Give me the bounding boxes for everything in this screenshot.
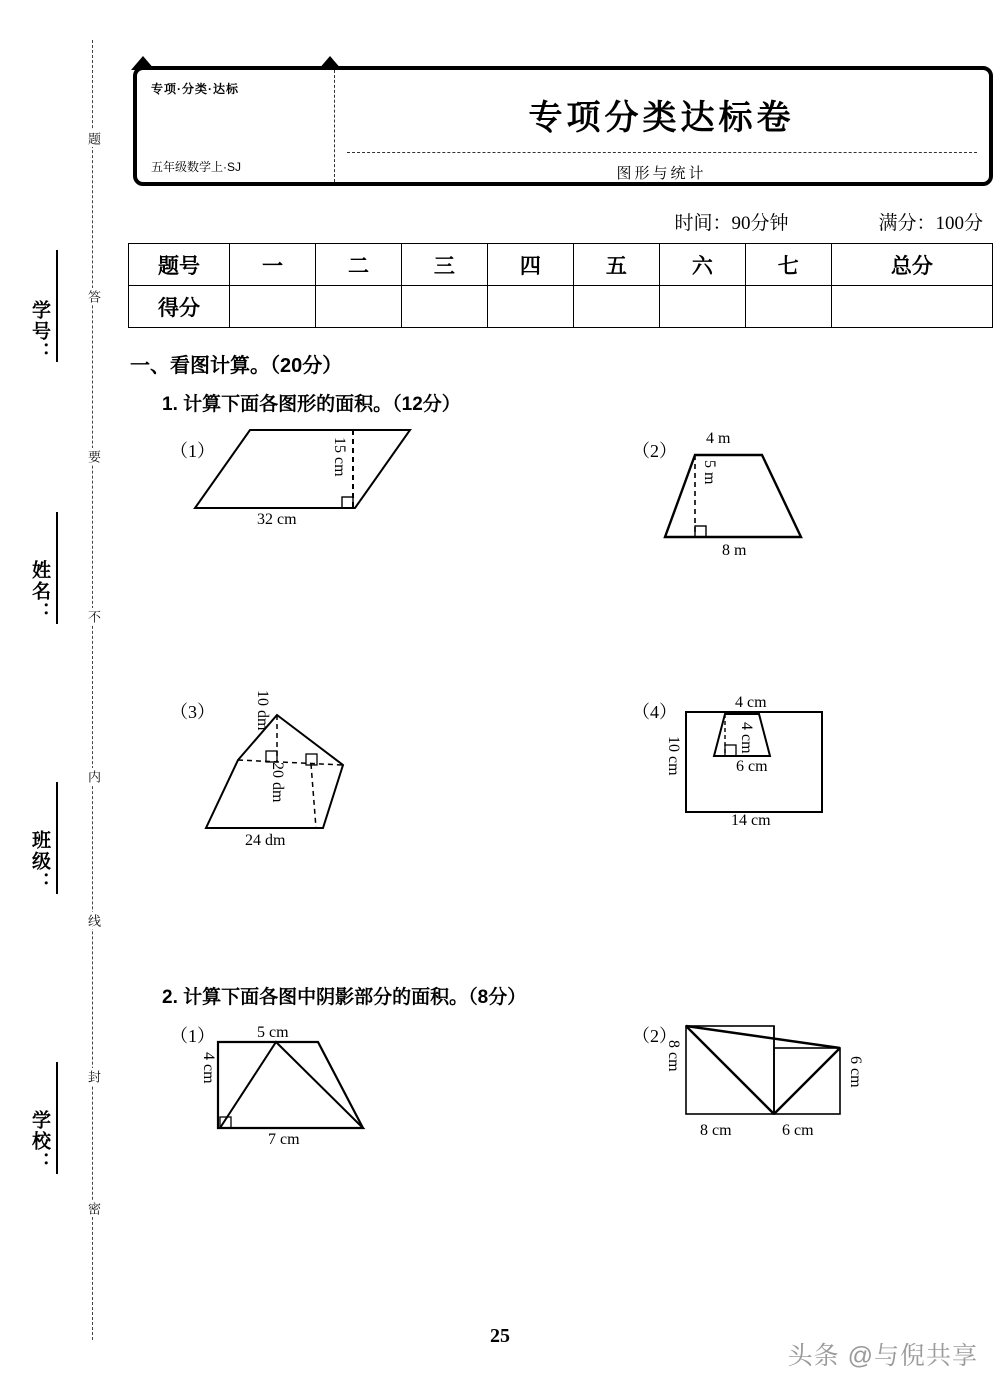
seal-char-7: 密 [86,1202,101,1215]
page-title: 专项分类达标卷 [528,99,795,137]
figure-2-1-number: （1） [170,1026,215,1046]
student-id-rule [56,250,58,362]
figure-1-4-rect-height-label: 10 cm [665,736,682,776]
col-header-2: 二 [315,244,401,286]
col-header-total: 总分 [831,244,992,286]
score-cell-total[interactable] [831,286,992,328]
score-cell-6[interactable] [659,286,745,328]
figure-1-2-height-label: 5 m [701,460,718,485]
exam-duration: 时间：90分钟 [674,213,789,234]
page-number: 25 [490,1325,510,1347]
col-header-5: 五 [573,244,659,286]
score-cell-2[interactable] [315,286,401,328]
figure-2-2-right-height-label: 6 cm [847,1056,864,1088]
section-one-heading: 一、看图计算。（20分） [130,355,343,377]
figure-1-3-compound [198,710,388,835]
figure-1-2-bottom-label: 8 m [722,542,747,559]
table-row-score [129,286,993,328]
figure-2-2-left-height-label: 8 cm [665,1040,682,1072]
figure-1-1-number: （1） [170,441,215,461]
table-row-header [129,244,993,286]
exam-sidebar [0,0,125,1387]
seal-char-6: 封 [86,1070,101,1083]
field-name: 姓名： [29,560,50,623]
figure-1-4-inner-top-label: 4 cm [735,694,767,711]
figure-2-1-top-label: 5 cm [257,1024,289,1041]
edition-label: 五年级数学上·SJ [151,160,242,174]
field-student-id: 学号： [29,300,50,363]
figure-1-3-triangle-height-label: 10 dm [254,690,271,731]
exam-meta [133,208,993,235]
figure-2-2-two-rectangles [686,1026,861,1121]
col-header-6: 六 [659,244,745,286]
brand-label: 专项·分类·达标 [151,82,239,96]
figure-2-1-bottom-label: 7 cm [268,1131,300,1148]
row-label-question-no: 题号 [129,244,230,286]
figure-1-1-base-label: 32 cm [257,511,297,528]
figure-2-2-left-width-label: 8 cm [700,1122,732,1139]
figure-1-1-height-label: 15 cm [331,437,348,477]
seal-char-5: 线 [86,914,101,927]
figure-2-1-trapezoid-triangle [218,1040,378,1135]
question-2-label: 2. 计算下面各图中阴影部分的面积。（8分） [162,987,527,1008]
score-cell-4[interactable] [487,286,573,328]
figure-2-1-height-label: 4 cm [200,1052,217,1084]
page-subtitle: 图形与统计 [616,166,707,182]
exam-header-box [133,66,993,186]
figure-1-3-trapezoid-height-label: 20 dm [269,762,286,803]
figure-1-3-base-label: 24 dm [245,832,286,849]
figure-2-2-number: （2） [632,1026,677,1046]
class-rule [56,782,58,894]
exam-full-score: 满分：100分 [878,213,983,234]
figure-1-1-parallelogram [195,425,425,520]
figure-1-3-number: （3） [170,702,215,722]
figure-1-2-top-label: 4 m [706,430,731,447]
seal-dashed-line [92,40,93,1340]
watermark-text: 头条 @与倪共享 [787,1342,978,1370]
score-cell-7[interactable] [745,286,831,328]
question-1-label: 1. 计算下面各图形的面积。（12分） [162,394,461,415]
col-header-3: 三 [401,244,487,286]
col-header-7: 七 [745,244,831,286]
field-class: 班级： [29,830,50,893]
figure-1-4-number: （4） [632,702,677,722]
score-cell-1[interactable] [230,286,316,328]
seal-char-4: 内 [86,770,101,783]
seal-char-0: 题 [86,132,101,145]
field-school: 学校： [29,1110,50,1173]
figure-1-4-inner-bottom-label: 6 cm [736,758,768,775]
figure-2-2-right-width-label: 6 cm [782,1122,814,1139]
figure-1-4-inner-height-label: 4 cm [738,722,755,754]
score-cell-3[interactable] [401,286,487,328]
col-header-1: 一 [230,244,316,286]
score-table [128,243,993,328]
header-inner-rule [347,152,977,153]
seal-char-3: 不 [86,610,101,623]
col-header-4: 四 [487,244,573,286]
seal-char-1: 答 [86,290,101,303]
score-cell-5[interactable] [573,286,659,328]
name-rule [56,512,58,624]
seal-char-2: 要 [86,450,101,463]
figure-1-2-number: （2） [632,441,677,461]
school-rule [56,1062,58,1174]
row-label-score: 得分 [129,286,230,328]
figure-1-2-trapezoid [665,452,815,547]
figure-1-4-rect-width-label: 14 cm [731,812,771,829]
